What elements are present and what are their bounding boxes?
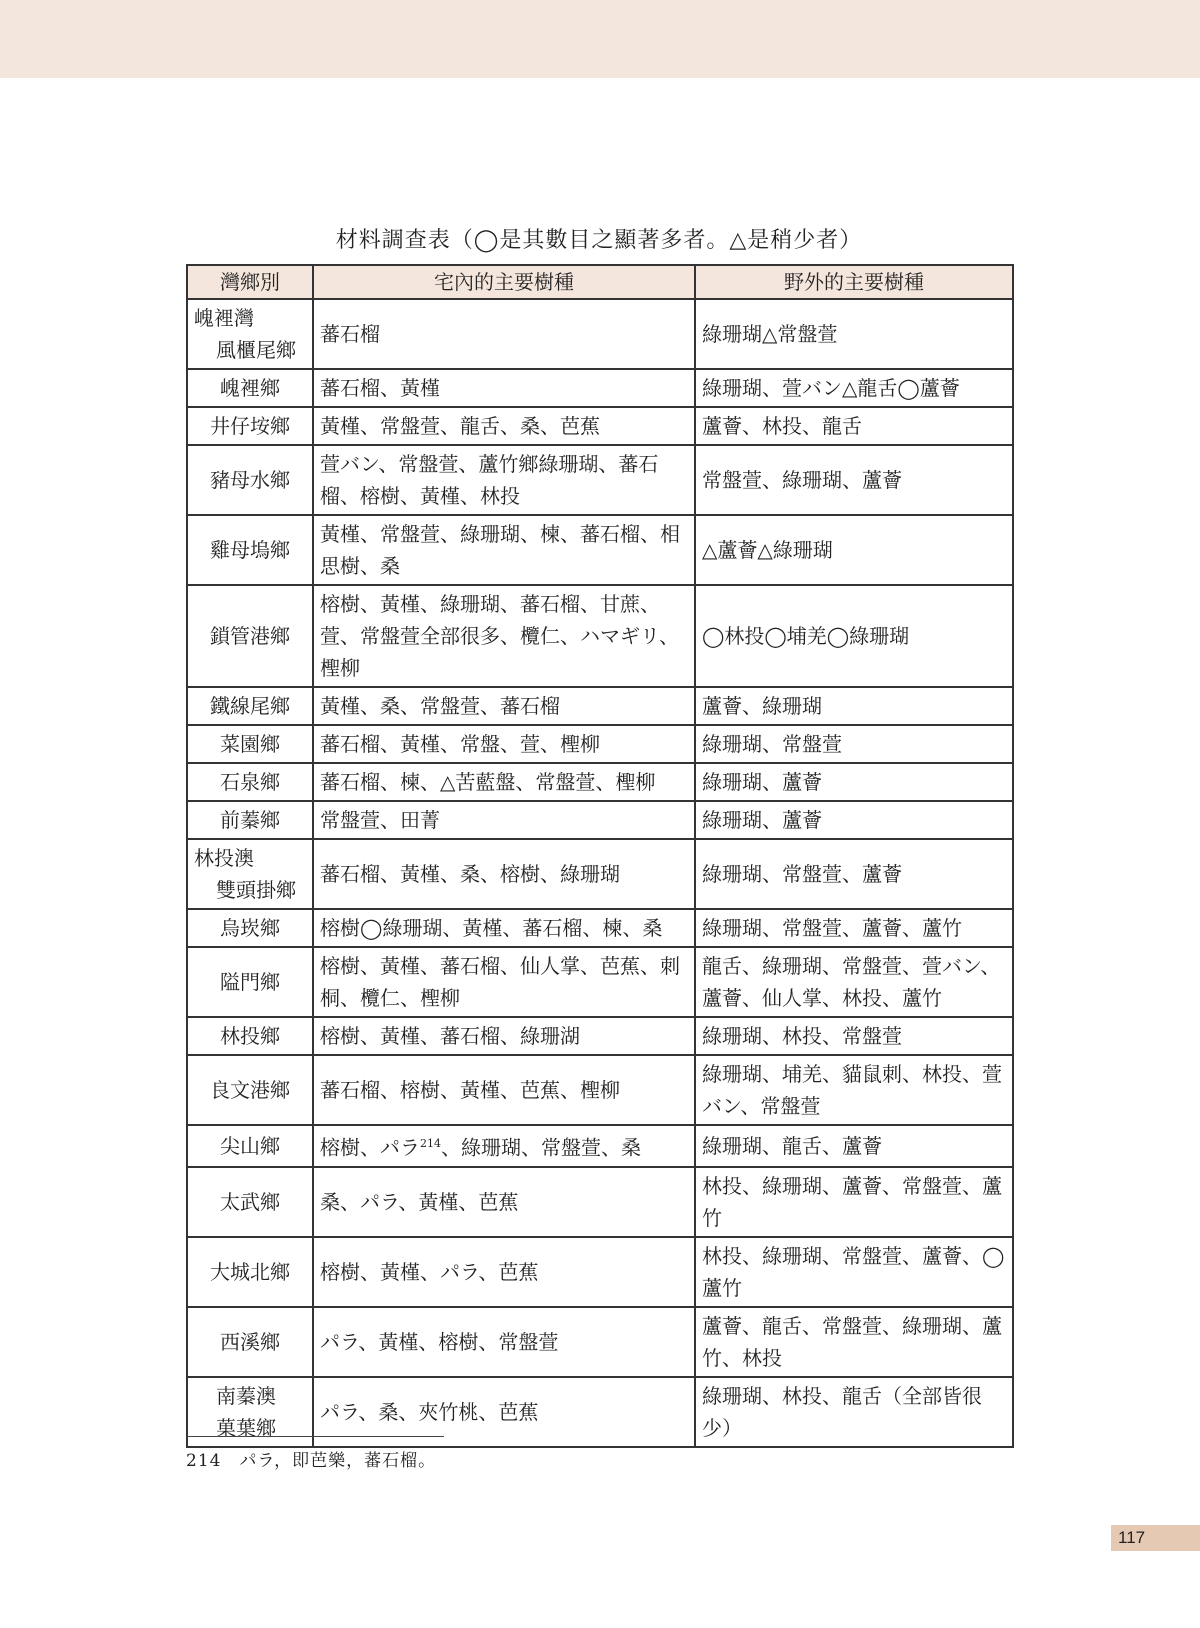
home-trees-cell: 黃槿、常盤萱、綠珊瑚、楝、蕃石榴、相思樹、桑	[313, 515, 695, 585]
table-row	[187, 687, 1013, 725]
home-trees-cell: パラ、黃槿、榕樹、常盤萱	[313, 1307, 695, 1377]
field-trees-cell: 林投、綠珊瑚、蘆薈、常盤萱、蘆竹	[695, 1167, 1013, 1237]
home-trees-cell: 常盤萱、田菁	[313, 801, 695, 839]
field-trees-cell: 蘆薈、龍舌、常盤萱、綠珊瑚、蘆竹、林投	[695, 1307, 1013, 1377]
village-cell: 雞母塢鄉	[187, 515, 313, 585]
table-caption: 材料調查表（◯是其數目之顯著多者。△是稍少者）	[335, 228, 863, 253]
home-trees-cell: 榕樹、黃槿、蕃石榴、仙人掌、芭蕉、刺桐、欖仁、檉柳	[313, 947, 695, 1017]
field-trees-cell: ◯林投◯埔羌◯綠珊瑚	[695, 585, 1013, 687]
village-cell: 豬母水鄉	[187, 445, 313, 515]
home-trees-cell: 榕樹、黃槿、綠珊瑚、蕃石榴、甘蔗、萱、常盤萱全部很多、欖仁、ハマギリ、檉柳	[313, 585, 695, 687]
table-row	[187, 801, 1013, 839]
home-trees-cell: 榕樹、黃槿、蕃石榴、綠珊湖	[313, 1017, 695, 1055]
village-cell: 尖山鄉	[187, 1125, 313, 1167]
home-trees-cell: 蕃石榴、榕樹、黃槿、芭蕉、檉柳	[313, 1055, 695, 1125]
table-row	[187, 369, 1013, 407]
village-cell: 鎖管港鄉	[187, 585, 313, 687]
village-subname: 雙頭掛鄉	[216, 878, 296, 902]
home-trees-cell: 黃槿、桑、常盤萱、蕃石榴	[313, 687, 695, 725]
table-row	[187, 1237, 1013, 1307]
field-trees-cell: 蘆薈、綠珊瑚	[695, 687, 1013, 725]
field-trees-cell: 綠珊瑚△常盤萱	[695, 299, 1013, 369]
home-trees-cell	[313, 1125, 695, 1167]
footnote-divider	[186, 1436, 444, 1437]
field-trees-cell: 綠珊瑚、蘆薈	[695, 801, 1013, 839]
village-cell: 良文港鄉	[187, 1055, 313, 1125]
field-trees-cell: △蘆薈△綠珊瑚	[695, 515, 1013, 585]
village-cell: 太武鄉	[187, 1167, 313, 1237]
home-trees-cell: 蕃石榴	[313, 299, 695, 369]
page-number: 117	[1118, 1528, 1146, 1547]
table-row	[187, 909, 1013, 947]
village-name: 㟴裡灣	[194, 306, 254, 330]
village-cell: 菜園鄉	[187, 725, 313, 763]
header-village: 灣鄉別	[187, 265, 313, 299]
village-cell: 大城北鄉	[187, 1237, 313, 1307]
home-trees-cell: 榕樹、黃槿、パラ、芭蕉	[313, 1237, 695, 1307]
table-row	[187, 407, 1013, 445]
table-row	[187, 1167, 1013, 1237]
table-row	[187, 515, 1013, 585]
village-cell: 井仔垵鄉	[187, 407, 313, 445]
village-cell: 林投鄉	[187, 1017, 313, 1055]
village-cell	[187, 299, 313, 369]
field-trees-cell: 林投、綠珊瑚、常盤萱、蘆薈、◯蘆竹	[695, 1237, 1013, 1307]
village-cell: 鐵線尾鄉	[187, 687, 313, 725]
village-cell	[187, 839, 313, 909]
field-trees-cell: 綠珊瑚、常盤萱、蘆薈	[695, 839, 1013, 909]
field-trees-cell: 常盤萱、綠珊瑚、蘆薈	[695, 445, 1013, 515]
home-trees-cell: 黃槿、常盤萱、龍舌、桑、芭蕉	[313, 407, 695, 445]
home-trees-cell: 榕樹◯綠珊瑚、黃槿、蕃石榴、楝、桑	[313, 909, 695, 947]
table-row	[187, 1307, 1013, 1377]
home-trees-cell: 蕃石榴、黃槿、桑、榕樹、綠珊瑚	[313, 839, 695, 909]
field-trees-cell: 綠珊瑚、龍舌、蘆薈	[695, 1125, 1013, 1167]
table-row	[187, 1017, 1013, 1055]
home-trees-cell: パラ、桑、夾竹桃、芭蕉	[313, 1377, 695, 1447]
village-cell: 前蓁鄉	[187, 801, 313, 839]
table-row	[187, 1055, 1013, 1125]
village-subname: 風櫃尾鄉	[216, 338, 296, 362]
table-row	[187, 1125, 1013, 1167]
home-trees-text: 、綠珊瑚、常盤萱、桑	[441, 1135, 641, 1160]
field-trees-cell: 綠珊瑚、林投、龍舌（全部皆很少）	[695, 1377, 1013, 1447]
home-trees-cell: 蕃石榴、楝、△苦藍盤、常盤萱、檉柳	[313, 763, 695, 801]
field-trees-cell: 綠珊瑚、常盤萱、蘆薈、蘆竹	[695, 909, 1013, 947]
home-trees-cell: 萱バン、常盤萱、蘆竹鄉綠珊瑚、蕃石榴、榕樹、黃槿、林投	[313, 445, 695, 515]
village-cell: 石泉鄉	[187, 763, 313, 801]
field-trees-cell: 綠珊瑚、林投、常盤萱	[695, 1017, 1013, 1055]
footnote-ref: 214	[420, 1137, 441, 1150]
village-cell: 隘門鄉	[187, 947, 313, 1017]
field-trees-cell: 綠珊瑚、萱バン△龍舌◯蘆薈	[695, 369, 1013, 407]
header-home-trees: 宅內的主要樹種	[313, 265, 695, 299]
survey-table	[186, 264, 1014, 1448]
table-row	[187, 585, 1013, 687]
village-cell: 烏崁鄉	[187, 909, 313, 947]
home-trees-text: 榕樹、パラ	[320, 1135, 420, 1160]
field-trees-cell: 蘆薈、林投、龍舌	[695, 407, 1013, 445]
table-row	[187, 299, 1013, 369]
home-trees-cell: 桑、パラ、黃槿、芭蕉	[313, 1167, 695, 1237]
top-color-band	[0, 0, 1200, 78]
table-row	[187, 445, 1013, 515]
field-trees-cell: 龍舌、綠珊瑚、常盤萱、萱バン、蘆薈、仙人掌、林投、蘆竹	[695, 947, 1013, 1017]
table-row	[187, 763, 1013, 801]
table-row	[187, 839, 1013, 909]
table-row	[187, 725, 1013, 763]
home-trees-cell: 蕃石榴、黃槿、常盤、萱、檉柳	[313, 725, 695, 763]
field-trees-cell: 綠珊瑚、埔羌、貓鼠刺、林投、萱バン、常盤萱	[695, 1055, 1013, 1125]
field-trees-cell: 綠珊瑚、常盤萱	[695, 725, 1013, 763]
field-trees-cell: 綠珊瑚、蘆薈	[695, 763, 1013, 801]
home-trees-cell: 蕃石榴、黃槿	[313, 369, 695, 407]
village-cell: 西溪鄉	[187, 1307, 313, 1377]
table-header-row	[187, 265, 1013, 299]
village-name: 林投澳	[194, 846, 254, 870]
footnote: 214 パラ，即芭樂，蕃石榴。	[186, 1451, 437, 1471]
village-subname: 菓葉鄉	[216, 1415, 276, 1440]
village-cell: 㟴裡鄉	[187, 369, 313, 407]
village-name: 南蓁澳	[216, 1383, 276, 1408]
table-row	[187, 947, 1013, 1017]
header-field-trees: 野外的主要樹種	[695, 265, 1013, 299]
